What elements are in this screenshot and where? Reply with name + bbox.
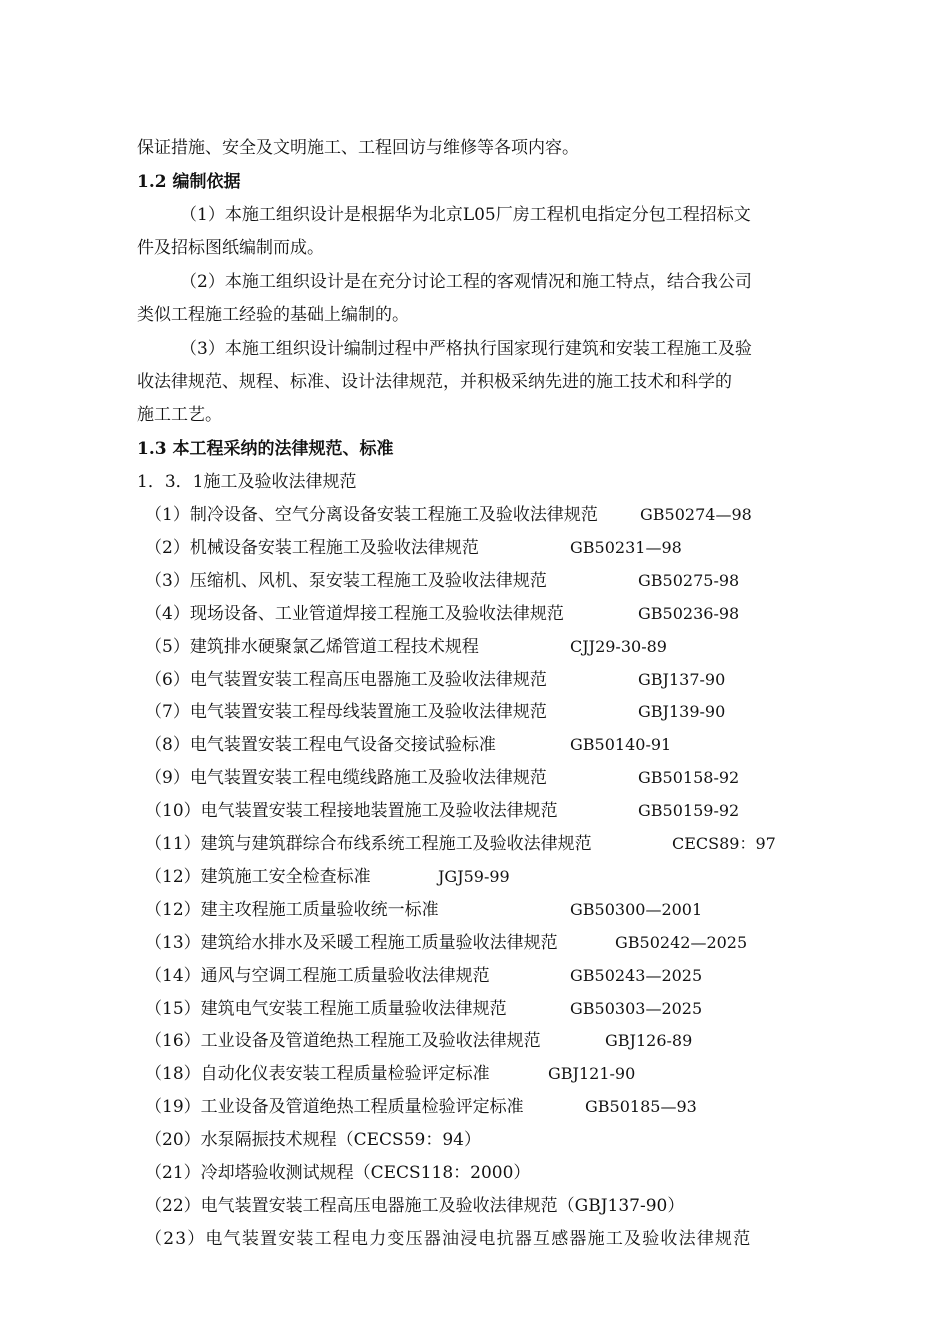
standard-code: GB50140-91	[570, 735, 672, 754]
standard-code: GB50300—2001	[570, 900, 703, 919]
standard-code: GB50185—93	[585, 1097, 697, 1116]
paragraph-line: 件及招标图纸编制而成。	[137, 238, 324, 258]
standard-title: （14）通风与空调工程施工质量验收法律规范	[145, 966, 490, 986]
standard-code: GB50231—98	[570, 538, 682, 557]
standard-code: GB50303—2025	[570, 999, 703, 1018]
standard-title: （21）冷却塔验收测试规程（CECS118：2000）	[145, 1163, 531, 1183]
standard-code: CJJ29-30-89	[570, 637, 667, 656]
standard-code: GBJ139-90	[638, 702, 726, 721]
standard-code: CECS89：97	[672, 834, 776, 853]
standard-title: （10）电气装置安装工程接地装置施工及验收法律规范	[145, 801, 558, 821]
section-heading-1-2: 1.2 编制依据	[137, 172, 241, 192]
standard-code: GB50236-98	[638, 604, 740, 623]
standard-title: （6）电气装置安装工程高压电器施工及验收法律规范	[145, 670, 547, 690]
standard-title: （19）工业设备及管道绝热工程质量检验评定标准	[145, 1097, 524, 1117]
paragraph-line: 收法律规范、规程、标准、设计法律规范，并积极采纳先进的施工技术和科学的	[137, 372, 732, 392]
standard-code: GB50158-92	[638, 768, 740, 787]
standard-title: （9）电气装置安装工程电缆线路施工及验收法律规范	[145, 768, 547, 788]
standard-code: JGJ59-99	[438, 867, 510, 886]
paragraph-line: （1）本施工组织设计是根据华为北京L05厂房工程机电指定分包工程招标文	[180, 205, 751, 225]
standard-title: （2）机械设备安装工程施工及验收法律规范	[145, 538, 479, 558]
standard-code: GB50159-92	[638, 801, 740, 820]
standard-title: （1）制冷设备、空气分离设备安装工程施工及验收法律规范	[145, 505, 598, 525]
standard-code: GBJ137-90	[638, 670, 726, 689]
standard-code: GB50242—2025	[615, 933, 748, 952]
section-heading-1-3: 1.3 本工程采纳的法律规范、标准	[137, 439, 394, 459]
standard-title: （23）电气装置安装工程电力变压器油浸电抗器互感器施工及验收法律规范	[145, 1229, 752, 1249]
standard-title: （15）建筑电气安装工程施工质量验收法律规范	[145, 999, 507, 1019]
standard-title: （16）工业设备及管道绝热工程施工及验收法律规范	[145, 1031, 541, 1051]
standard-title: （12）建筑施工安全检查标准	[145, 867, 371, 887]
standard-code: GB50275-98	[638, 571, 740, 590]
standard-title: （3）压缩机、风机、泵安装工程施工及验收法律规范	[145, 571, 547, 591]
standard-title: （7）电气装置安装工程母线装置施工及验收法律规范	[145, 702, 547, 722]
standard-code: GBJ126-89	[605, 1031, 693, 1050]
standard-title: （20）水泵隔振技术规程（CECS59：94）	[145, 1130, 481, 1150]
paragraph-line: （3）本施工组织设计编制过程中严格执行国家现行建筑和安装工程施工及验	[180, 339, 752, 359]
paragraph-line: （2）本施工组织设计是在充分讨论工程的客观情况和施工特点，结合我公司	[180, 272, 752, 292]
standard-code: GB50274—98	[640, 505, 752, 524]
standard-title: （11）建筑与建筑群综合布线系统工程施工及验收法律规范	[145, 834, 592, 854]
standard-title: （12）建主攻程施工质量验收统一标准	[145, 900, 439, 920]
subsection-heading: 1．3．1施工及验收法律规范	[137, 472, 357, 492]
standard-code: GBJ121-90	[548, 1064, 636, 1083]
paragraph-line: 施工工艺。	[137, 405, 222, 425]
standard-code: GB50243—2025	[570, 966, 703, 985]
standard-title: （8）电气装置安装工程电气设备交接试验标准	[145, 735, 496, 755]
standard-title: （13）建筑给水排水及采暖工程施工质量验收法律规范	[145, 933, 558, 953]
paragraph-line: 类似工程施工经验的基础上编制的。	[137, 305, 409, 325]
standard-title: （18）自动化仪表安装工程质量检验评定标准	[145, 1064, 490, 1084]
standard-title: （22）电气装置安装工程高压电器施工及验收法律规范（GBJ137-90）	[145, 1196, 685, 1216]
standard-title: （4）现场设备、工业管道焊接工程施工及验收法律规范	[145, 604, 564, 624]
paragraph-line: 保证措施、安全及文明施工、工程回访与维修等各项内容。	[137, 138, 579, 158]
standard-title: （5）建筑排水硬聚氯乙烯管道工程技术规程	[145, 637, 479, 657]
